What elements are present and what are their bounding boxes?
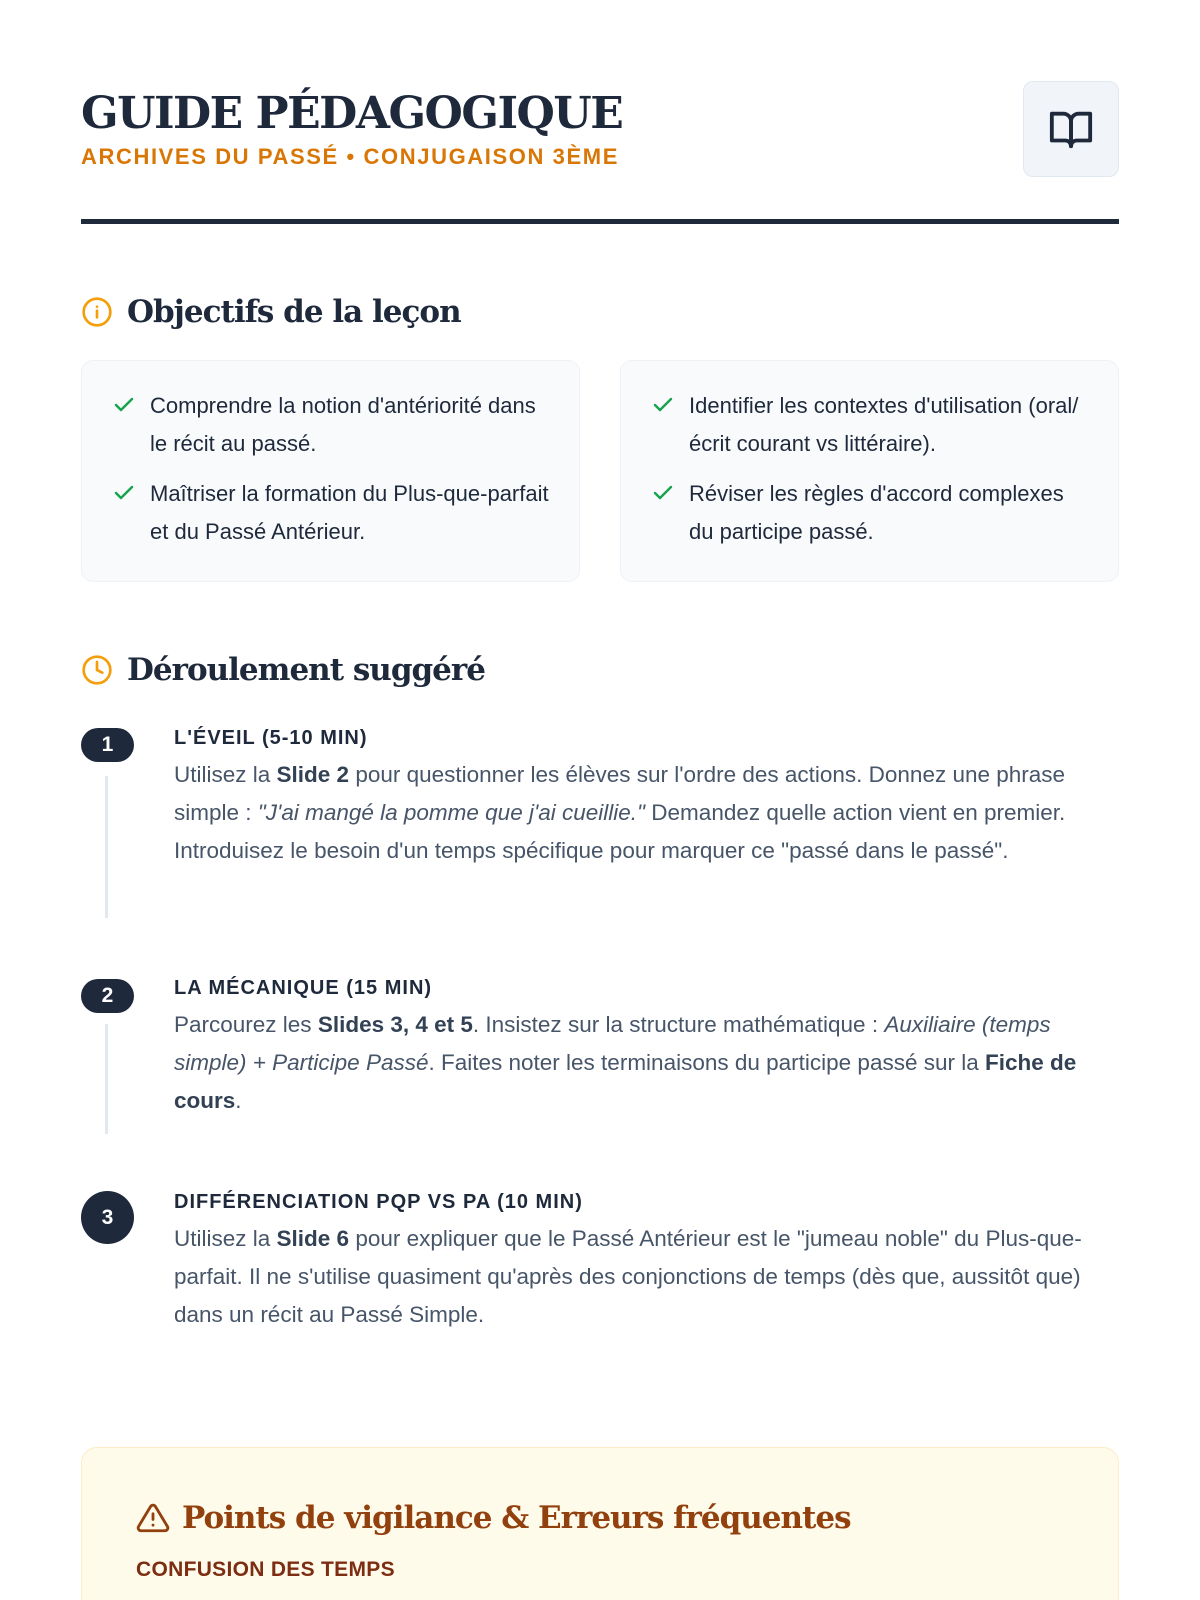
vigilance-title: Points de vigilance & Erreurs fréquentes <box>182 1500 851 1536</box>
step-text-bold: Slides 3, 4 et 5 <box>317 1012 473 1037</box>
objective-item <box>112 387 549 463</box>
step-text-part: . Faites noter les terminaisons du participe passé sur la <box>428 1050 985 1075</box>
clock-icon <box>81 654 113 686</box>
step-body <box>174 726 1119 976</box>
objective-text: Comprendre la notion d'antériorité dans le récit au passé. <box>150 393 536 456</box>
info-circle-icon <box>81 296 113 328</box>
objectives-card-right <box>620 360 1119 582</box>
step-text-part: Utilisez la <box>174 1226 277 1251</box>
page-title: GUIDE PÉDAGOGIQUE <box>81 88 623 139</box>
steps-timeline <box>81 726 1119 1334</box>
timeline-step-2 <box>81 976 1119 1190</box>
objectives-grid <box>81 360 1119 582</box>
step-number-col <box>81 976 174 1190</box>
step-description <box>174 1006 1119 1120</box>
vigilance-subheading: CONFUSION DES TEMPS <box>136 1558 395 1581</box>
step-description <box>174 1220 1119 1334</box>
step-title: DIFFÉRENCIATION PQP VS PA (10 MIN) <box>174 1191 583 1213</box>
step-number-badge: 1 <box>81 728 134 762</box>
step-text-bold: Slide 6 <box>276 1226 350 1251</box>
deroulement-heading <box>81 652 1119 688</box>
objective-text: Identifier les contextes d'utilisation (oral/écrit courant vs littéraire). <box>689 393 1079 456</box>
step-text-part: Demandez quelle action vient en premier. Introduisez le besoin d'un temps spécifique pour marquer ce "passé dans le passé". <box>174 800 1066 863</box>
page-subtitle: ARCHIVES DU PASSÉ • CONJUGAISON 3ÈME <box>81 144 619 169</box>
timeline-connector <box>105 1024 108 1134</box>
timeline-connector <box>105 776 108 918</box>
warning-triangle-icon <box>136 1501 170 1535</box>
objectives-section <box>81 294 1119 582</box>
objectives-title: Objectifs de la leçon <box>127 294 461 330</box>
step-text-bold: Fiche de cours <box>174 1050 1077 1113</box>
vigilance-box <box>81 1447 1119 1600</box>
step-text-part: pour questionner les élèves sur l'ordre des actions. Donnez une phrase simple : <box>174 762 1066 825</box>
step-text-italic: Auxiliaire (temps simple) + Participe Passé <box>174 1012 1051 1075</box>
check-icon <box>651 481 675 505</box>
objective-text: Maîtriser la formation du Plus-que-parfait et du Passé Antérieur. <box>150 481 549 544</box>
step-description <box>174 756 1119 870</box>
step-text-italic: "J'ai mangé la pomme que j'ai cueillie." <box>257 800 646 825</box>
step-text-part: Utilisez la <box>174 762 277 787</box>
step-text-part: . Insistez sur la structure mathématique : <box>472 1012 885 1037</box>
step-text-part: Parcourez les <box>174 1012 318 1037</box>
step-text-part: . <box>235 1088 242 1113</box>
step-number-col <box>81 726 174 976</box>
objectives-card-left <box>81 360 580 582</box>
deroulement-title: Déroulement suggéré <box>127 652 485 688</box>
step-number-badge: 2 <box>81 979 134 1013</box>
step-text-part: pour expliquer que le Passé Antérieur est le "jumeau noble" du Plus-que-parfait. Il ne s'utilise quasiment qu'après des conjonctions de temps (dès que, aussitôt que) dans un récit au Passé Simple. <box>174 1226 1082 1327</box>
timeline-step-1 <box>81 726 1119 976</box>
timeline-step-3 <box>81 1190 1119 1334</box>
check-icon <box>651 393 675 417</box>
step-number-col <box>81 1190 174 1334</box>
objectives-heading <box>81 294 1119 330</box>
objective-text: Réviser les règles d'accord complexes du participe passé. <box>689 481 1064 544</box>
book-open-icon <box>1045 106 1097 152</box>
objective-item <box>112 475 549 551</box>
guide-header <box>81 0 1119 224</box>
check-icon <box>112 393 136 417</box>
deroulement-section <box>81 652 1119 1334</box>
book-button[interactable] <box>1023 81 1119 177</box>
vigilance-heading <box>136 1500 1064 1536</box>
step-body <box>174 976 1119 1190</box>
step-title: L'ÉVEIL (5-10 MIN) <box>174 727 368 749</box>
step-title: LA MÉCANIQUE (15 MIN) <box>174 977 433 999</box>
step-text-bold: Slide 2 <box>276 762 350 787</box>
objective-item <box>651 475 1088 551</box>
step-body <box>174 1190 1119 1334</box>
check-icon <box>112 481 136 505</box>
step-number-badge: 3 <box>81 1191 134 1244</box>
objective-item <box>651 387 1088 463</box>
